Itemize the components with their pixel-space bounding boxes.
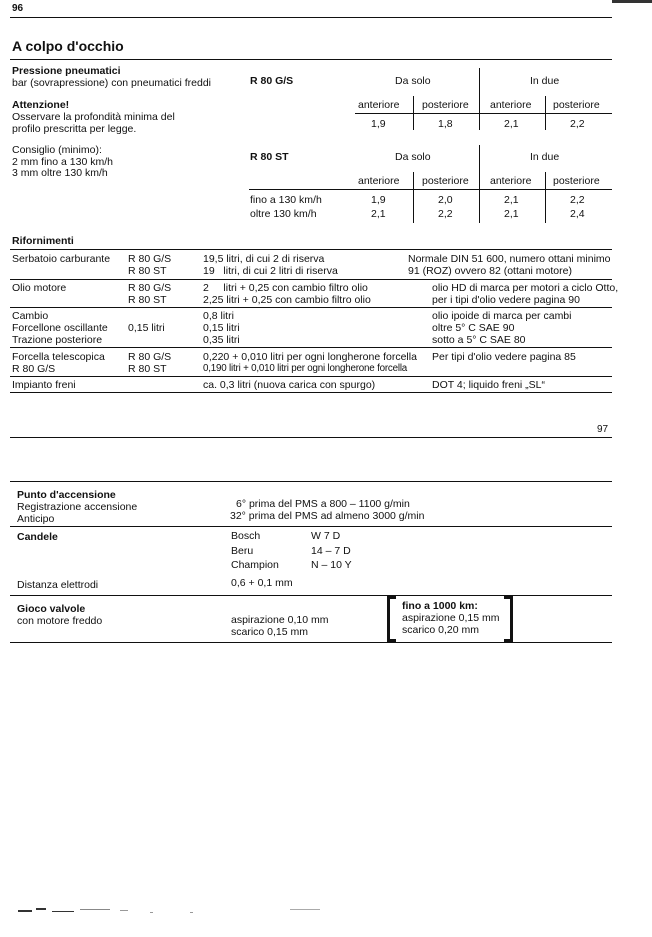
page97-rule — [10, 481, 612, 482]
plug-brand: Champion — [231, 559, 279, 571]
refills-row-rule — [10, 307, 612, 308]
valves-box-bracket-right — [504, 596, 513, 642]
page97-row-rule — [10, 595, 612, 596]
oil-model: R 80 ST — [128, 294, 167, 306]
plug-code: N – 10 Y — [311, 559, 352, 571]
refills-heading: Rifornimenti — [12, 235, 74, 247]
page97-top-rule — [10, 437, 612, 438]
st-due-header: In due — [530, 151, 560, 163]
gs-model-label: R 80 G/S — [250, 75, 294, 87]
gs-solo-header: Da solo — [395, 75, 431, 87]
gs-divider — [479, 68, 480, 130]
scan-speckle — [80, 909, 110, 910]
fork-label: Forcella telescopica — [12, 351, 105, 363]
valves-sub: con motore freddo — [17, 615, 103, 627]
oil-qty: 2,25 litri + 0,25 con cambio filtro olio — [203, 294, 371, 306]
fork-label: R 80 G/S — [12, 363, 56, 375]
gear-label: Trazione posteriore — [12, 334, 103, 346]
fork-model: R 80 ST — [128, 363, 167, 375]
valves-value: scarico 0,15 mm — [231, 626, 309, 638]
tank-qty: 19,5 litri, di cui 2 di riserva — [203, 253, 325, 265]
gs-col-header: anteriore — [358, 99, 400, 111]
fork-qty: 0,220 + 0,010 litri per ogni longherone forcella — [203, 351, 417, 363]
gear-note: sotto a 5° C SAE 80 — [432, 334, 526, 346]
valves-box-bracket-left — [387, 596, 396, 642]
top-rule — [10, 17, 612, 18]
attention-line: Osservare la profondità minima del — [12, 111, 175, 123]
st-divider — [479, 145, 480, 223]
st-value: 2,1 — [371, 208, 386, 220]
plug-code: W 7 D — [311, 530, 341, 542]
refills-rule — [10, 249, 612, 250]
title-rule — [10, 59, 612, 60]
scan-speckle — [36, 908, 46, 910]
scan-speckle — [150, 912, 153, 913]
gear-qty: 0,15 litri — [203, 322, 240, 334]
st-model-label: R 80 ST — [250, 151, 289, 163]
valves-box-value: scarico 0,20 mm — [402, 624, 480, 636]
ignition-label: Anticipo — [17, 513, 55, 525]
refills-row-rule — [10, 347, 612, 348]
gs-value: 1,9 — [371, 118, 386, 130]
gear-note: oltre 5° C SAE 90 — [432, 322, 515, 334]
gs-value: 2,1 — [504, 118, 519, 130]
gear-qty: 0,35 litri — [203, 334, 240, 346]
ignition-value: 32° prima del PMS ad almeno 3000 g/min — [230, 510, 425, 522]
st-col-header: posteriore — [553, 175, 600, 187]
plug-code: 14 – 7 D — [311, 545, 351, 557]
gear-label: Cambio — [12, 310, 49, 322]
fork-model: R 80 G/S — [128, 351, 172, 363]
scan-speckle — [18, 910, 32, 912]
st-row-label: fino a 130 km/h — [250, 194, 322, 206]
st-row-label: oltre 130 km/h — [250, 208, 317, 220]
advice-line: 3 mm oltre 130 km/h — [12, 167, 108, 179]
tank-label: Serbatoio carburante — [12, 253, 111, 265]
oil-label: Olio motore — [12, 282, 67, 294]
tank-model: R 80 G/S — [128, 253, 172, 265]
scan-speckle — [120, 910, 128, 911]
page-number-97: 97 — [597, 424, 609, 435]
page-title: A colpo d'occhio — [12, 38, 124, 54]
gs-col-header: anteriore — [490, 99, 532, 111]
oil-note: per i tipi d'olio vedere pagina 90 — [432, 294, 580, 306]
gear-mid: 0,15 litri — [128, 322, 165, 334]
st-col-header: posteriore — [422, 175, 469, 187]
oil-qty: 2 litri + 0,25 con cambio filtro olio — [203, 282, 368, 294]
tank-note: 91 (ROZ) ovvero 82 (ottani motore) — [408, 265, 572, 277]
attention-line: profilo prescritta per legge. — [12, 123, 137, 135]
st-divider — [545, 172, 546, 223]
tank-qty: 19 litri, di cui 2 litri di riserva — [203, 265, 338, 277]
ignition-label: Registrazione accensione — [17, 501, 138, 513]
st-value: 2,0 — [438, 194, 453, 206]
scan-speckle — [190, 912, 193, 913]
st-rule — [249, 189, 612, 190]
gear-qty: 0,8 litri — [203, 310, 234, 322]
advice-line: 2 mm fino a 130 km/h — [12, 156, 113, 168]
gs-value: 1,8 — [438, 118, 453, 130]
plug-brand: Beru — [231, 545, 254, 557]
st-value: 2,1 — [504, 208, 519, 220]
refills-bottom-rule — [10, 392, 612, 393]
oil-note: olio HD di marca per motori a ciclo Otto, — [432, 282, 619, 294]
page97-row-rule — [10, 526, 612, 527]
fork-qty: 0,190 litri + 0,010 litri per ogni longherone forcella — [203, 363, 408, 374]
valves-box-value: aspirazione 0,15 mm — [402, 612, 500, 624]
st-value: 2,2 — [438, 208, 453, 220]
tyre-subheading: bar (sovrapressione) con pneumatici freddi — [12, 77, 212, 89]
st-col-header: anteriore — [358, 175, 400, 187]
scan-speckle — [290, 909, 320, 910]
st-value: 2,2 — [570, 194, 585, 206]
ignition-value: 6° prima del PMS a 800 – 1100 g/min — [236, 498, 410, 510]
plugs-heading: Candele — [17, 531, 58, 543]
refills-row-rule — [10, 279, 612, 280]
plug-brand: Bosch — [231, 530, 261, 542]
gs-rule — [355, 113, 612, 114]
attention-heading: Attenzione! — [12, 99, 70, 111]
brakes-label: Impianto freni — [12, 379, 76, 391]
gs-col-header: posteriore — [553, 99, 600, 111]
st-value: 2,1 — [504, 194, 519, 206]
gs-due-header: In due — [530, 75, 560, 87]
fork-note: Per tipi d'olio vedere pagina 85 — [432, 351, 576, 363]
st-value: 2,4 — [570, 208, 585, 220]
st-solo-header: Da solo — [395, 151, 431, 163]
gs-col-header: posteriore — [422, 99, 469, 111]
st-col-header: anteriore — [490, 175, 532, 187]
advice-line: Consiglio (minimo): — [12, 144, 102, 156]
oil-model: R 80 G/S — [128, 282, 172, 294]
tank-note: Normale DIN 51 600, numero ottani minimo — [408, 253, 611, 265]
valves-value: aspirazione 0,10 mm — [231, 614, 329, 626]
tyre-heading: Pressione pneumatici — [12, 65, 121, 77]
gear-note: olio ipoide di marca per cambi — [432, 310, 572, 322]
st-divider — [413, 172, 414, 223]
scan-speckle — [52, 911, 74, 912]
page97-bottom-rule — [10, 642, 612, 643]
brakes-qty: ca. 0,3 litri (nuova carica con spurgo) — [203, 379, 376, 391]
st-value: 1,9 — [371, 194, 386, 206]
gap-value: 0,6 + 0,1 mm — [231, 577, 293, 589]
scan-edge-mark — [612, 0, 652, 3]
gs-value: 2,2 — [570, 118, 585, 130]
gear-label: Forcellone oscillante — [12, 322, 108, 334]
valves-heading: Gioco valvole — [17, 603, 86, 615]
page-number-96: 96 — [12, 3, 24, 14]
gap-label: Distanza elettrodi — [17, 579, 99, 591]
valves-box-heading: fino a 1000 km: — [402, 600, 478, 612]
ignition-heading: Punto d'accensione — [17, 489, 116, 501]
brakes-note: DOT 4; liquido freni „SL“ — [432, 379, 546, 391]
refills-row-rule — [10, 376, 612, 377]
tank-model: R 80 ST — [128, 265, 167, 277]
